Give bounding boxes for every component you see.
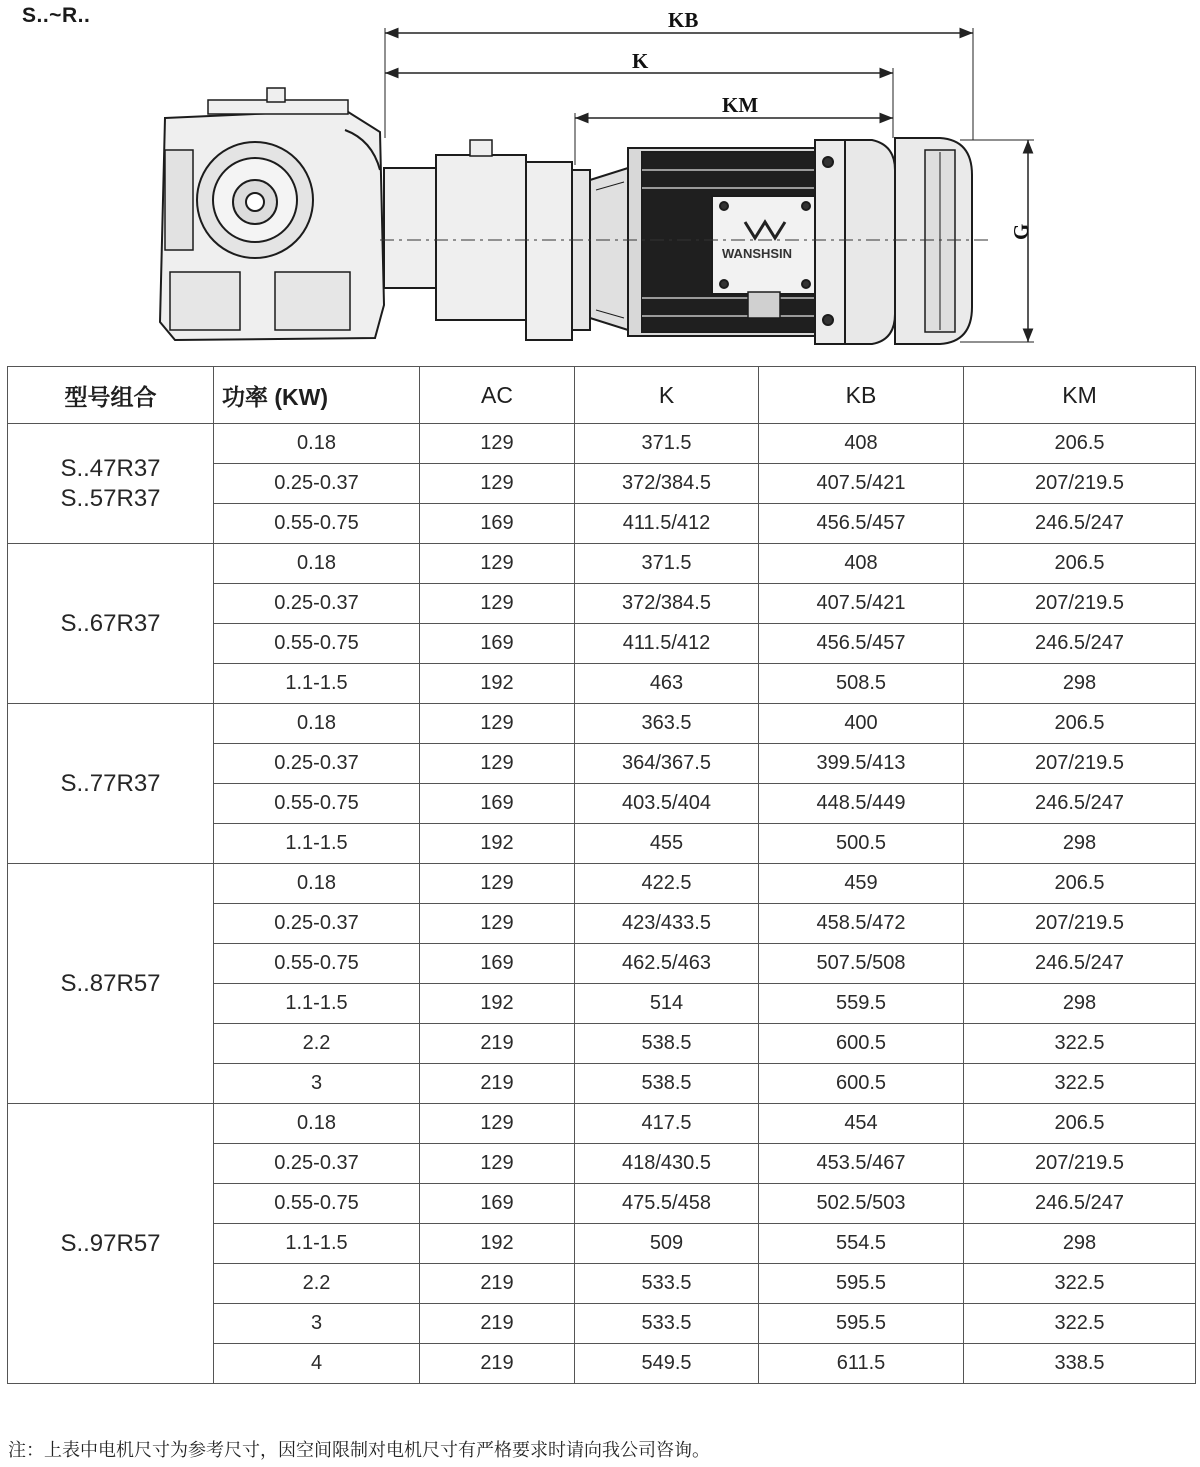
power-cell: 0.18 [214, 864, 420, 904]
km-cell: 298 [964, 984, 1196, 1024]
power-cell: 0.18 [214, 704, 420, 744]
power-cell: 1.1-1.5 [214, 1224, 420, 1264]
power-cell: 0.18 [214, 424, 420, 464]
power-cell: 3 [214, 1064, 420, 1104]
header-kb: KB [759, 367, 964, 424]
km-cell: 207/219.5 [964, 1144, 1196, 1184]
model-name: S..57R37 [60, 484, 161, 512]
k-cell: 538.5 [575, 1064, 759, 1104]
ac-cell: 129 [420, 1104, 575, 1144]
dim-label-g: G [1009, 223, 1033, 240]
power-cell: 0.25-0.37 [214, 904, 420, 944]
table-row [8, 424, 1196, 464]
model-cell [8, 424, 214, 544]
worm-gearbox [160, 88, 384, 340]
k-cell: 533.5 [575, 1264, 759, 1304]
model-name: S..87R57 [60, 969, 161, 997]
km-cell: 338.5 [964, 1344, 1196, 1384]
power-cell: 0.25-0.37 [214, 464, 420, 504]
k-cell: 423/433.5 [575, 904, 759, 944]
kb-cell: 508.5 [759, 664, 964, 704]
power-cell: 0.55-0.75 [214, 624, 420, 664]
ac-cell: 169 [420, 624, 575, 664]
km-cell: 207/219.5 [964, 464, 1196, 504]
model-cell [8, 704, 214, 864]
kb-cell: 454 [759, 1104, 964, 1144]
power-cell: 0.25-0.37 [214, 744, 420, 784]
ac-cell: 219 [420, 1064, 575, 1104]
k-cell: 417.5 [575, 1104, 759, 1144]
kb-cell: 595.5 [759, 1264, 964, 1304]
ac-cell: 219 [420, 1264, 575, 1304]
kb-cell: 554.5 [759, 1224, 964, 1264]
ac-cell: 219 [420, 1024, 575, 1064]
dim-label-km: KM [722, 93, 759, 117]
kb-cell: 500.5 [759, 824, 964, 864]
power-cell: 2.2 [214, 1264, 420, 1304]
ac-cell: 129 [420, 864, 575, 904]
motor-brand-text: WANSHSIN [722, 246, 793, 261]
km-cell: 322.5 [964, 1064, 1196, 1104]
km-cell: 206.5 [964, 864, 1196, 904]
ac-cell: 169 [420, 504, 575, 544]
header-model: 型号组合 [8, 367, 214, 424]
kb-cell: 611.5 [759, 1344, 964, 1384]
power-cell: 2.2 [214, 1024, 420, 1064]
km-cell: 246.5/247 [964, 624, 1196, 664]
k-cell: 514 [575, 984, 759, 1024]
motor-body [628, 140, 895, 344]
k-cell: 372/384.5 [575, 584, 759, 624]
brake-fan-cover [895, 138, 972, 344]
power-cell: 1.1-1.5 [214, 984, 420, 1024]
page-title: S..~R.. [22, 4, 91, 27]
ac-cell: 192 [420, 984, 575, 1024]
km-cell: 206.5 [964, 424, 1196, 464]
km-cell: 207/219.5 [964, 744, 1196, 784]
ac-cell: 129 [420, 464, 575, 504]
table-row [8, 1104, 1196, 1144]
ac-cell: 192 [420, 664, 575, 704]
model-name: S..47R37 [60, 454, 161, 482]
dim-label-k: K [632, 49, 649, 73]
k-cell: 418/430.5 [575, 1144, 759, 1184]
kb-cell: 448.5/449 [759, 784, 964, 824]
power-cell: 0.55-0.75 [214, 504, 420, 544]
kb-cell: 459 [759, 864, 964, 904]
ac-cell: 129 [420, 424, 575, 464]
table-row [8, 544, 1196, 584]
kb-cell: 456.5/457 [759, 624, 964, 664]
kb-cell: 400 [759, 704, 964, 744]
k-cell: 363.5 [575, 704, 759, 744]
header-km: KM [964, 367, 1196, 424]
model-cell [8, 864, 214, 1104]
km-cell: 322.5 [964, 1304, 1196, 1344]
power-cell: 0.25-0.37 [214, 584, 420, 624]
k-cell: 475.5/458 [575, 1184, 759, 1224]
table-header-row [8, 367, 1196, 424]
ac-cell: 129 [420, 744, 575, 784]
dimension-table [7, 366, 1196, 1384]
km-cell: 206.5 [964, 544, 1196, 584]
model-name: S..67R37 [60, 609, 161, 637]
power-cell: 0.55-0.75 [214, 784, 420, 824]
power-cell: 1.1-1.5 [214, 824, 420, 864]
ac-cell: 129 [420, 584, 575, 624]
km-cell: 298 [964, 1224, 1196, 1264]
power-cell: 3 [214, 1304, 420, 1344]
ac-cell: 169 [420, 784, 575, 824]
footnote: 注：上表中电机尺寸为参考尺寸，因空间限制对电机尺寸有严格要求时请向我公司咨询。 [8, 1440, 710, 1460]
kb-cell: 453.5/467 [759, 1144, 964, 1184]
ac-cell: 169 [420, 944, 575, 984]
gearmotor-drawing [0, 0, 1200, 360]
km-cell: 246.5/247 [964, 944, 1196, 984]
km-cell: 246.5/247 [964, 784, 1196, 824]
ac-cell: 192 [420, 824, 575, 864]
kb-cell: 408 [759, 544, 964, 584]
kb-cell: 407.5/421 [759, 464, 964, 504]
dim-label-kb: KB [668, 8, 699, 32]
ac-cell: 129 [420, 544, 575, 584]
ac-cell: 219 [420, 1304, 575, 1344]
kb-cell: 456.5/457 [759, 504, 964, 544]
km-cell: 207/219.5 [964, 584, 1196, 624]
table-row [8, 704, 1196, 744]
k-cell: 533.5 [575, 1304, 759, 1344]
k-cell: 364/367.5 [575, 744, 759, 784]
kb-cell: 502.5/503 [759, 1184, 964, 1224]
model-cell [8, 1104, 214, 1384]
header-k: K [575, 367, 759, 424]
ac-cell: 129 [420, 904, 575, 944]
ac-cell: 192 [420, 1224, 575, 1264]
power-cell: 0.18 [214, 1104, 420, 1144]
kb-cell: 458.5/472 [759, 904, 964, 944]
kb-cell: 407.5/421 [759, 584, 964, 624]
power-cell: 1.1-1.5 [214, 664, 420, 704]
kb-cell: 600.5 [759, 1024, 964, 1064]
k-cell: 463 [575, 664, 759, 704]
kb-cell: 408 [759, 424, 964, 464]
kb-cell: 399.5/413 [759, 744, 964, 784]
power-cell: 0.18 [214, 544, 420, 584]
km-cell: 322.5 [964, 1024, 1196, 1064]
km-cell: 322.5 [964, 1264, 1196, 1304]
k-cell: 549.5 [575, 1344, 759, 1384]
model-name: S..97R57 [60, 1229, 161, 1257]
kb-cell: 507.5/508 [759, 944, 964, 984]
power-cell: 0.25-0.37 [214, 1144, 420, 1184]
table-body [8, 424, 1196, 1384]
power-cell: 4 [214, 1344, 420, 1384]
km-cell: 298 [964, 824, 1196, 864]
header-ac: AC [420, 367, 575, 424]
k-cell: 509 [575, 1224, 759, 1264]
power-cell: 0.55-0.75 [214, 1184, 420, 1224]
k-cell: 462.5/463 [575, 944, 759, 984]
k-cell: 411.5/412 [575, 504, 759, 544]
table-row [8, 864, 1196, 904]
k-cell: 371.5 [575, 424, 759, 464]
k-cell: 538.5 [575, 1024, 759, 1064]
kb-cell: 559.5 [759, 984, 964, 1024]
power-cell: 0.55-0.75 [214, 944, 420, 984]
km-cell: 246.5/247 [964, 504, 1196, 544]
k-cell: 422.5 [575, 864, 759, 904]
km-cell: 298 [964, 664, 1196, 704]
model-cell [8, 544, 214, 704]
km-cell: 206.5 [964, 704, 1196, 744]
ac-cell: 169 [420, 1184, 575, 1224]
km-cell: 206.5 [964, 1104, 1196, 1144]
k-cell: 403.5/404 [575, 784, 759, 824]
k-cell: 455 [575, 824, 759, 864]
model-name: S..77R37 [60, 769, 161, 797]
km-cell: 246.5/247 [964, 1184, 1196, 1224]
k-cell: 372/384.5 [575, 464, 759, 504]
header-power: 功率 (KW) [214, 367, 420, 424]
kb-cell: 595.5 [759, 1304, 964, 1344]
km-cell: 207/219.5 [964, 904, 1196, 944]
k-cell: 371.5 [575, 544, 759, 584]
ac-cell: 129 [420, 704, 575, 744]
kb-cell: 600.5 [759, 1064, 964, 1104]
ac-cell: 219 [420, 1344, 575, 1384]
k-cell: 411.5/412 [575, 624, 759, 664]
ac-cell: 129 [420, 1144, 575, 1184]
